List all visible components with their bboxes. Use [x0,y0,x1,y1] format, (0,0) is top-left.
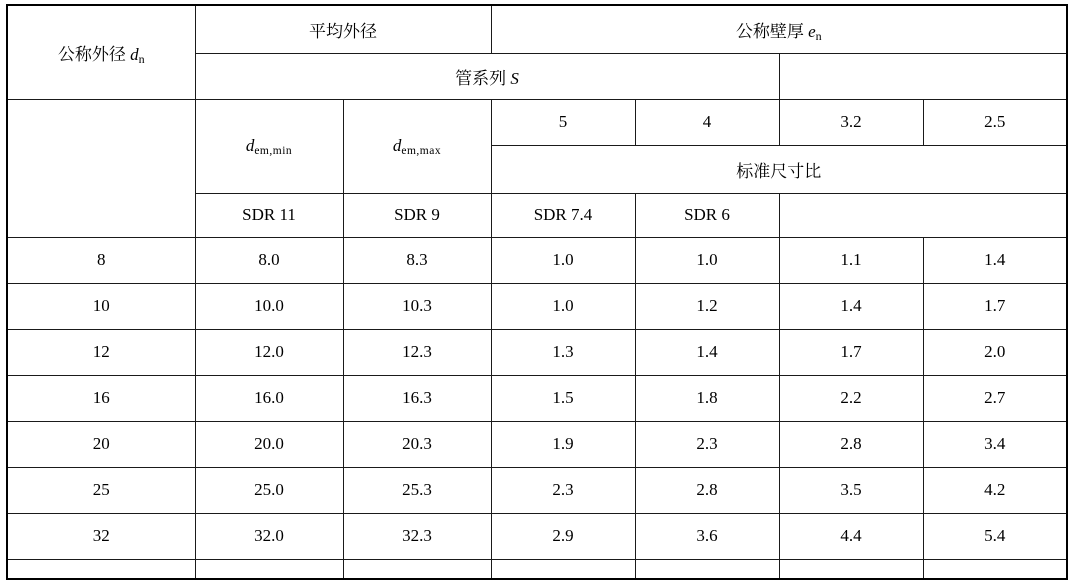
cell-dem-min [195,559,343,579]
dem-min-symbol: d [245,136,255,155]
table-row [7,375,1067,421]
cell-dem-max: 25.3 [343,467,491,513]
cell-wall-thickness: 2.7 [923,375,1067,421]
cell-dn: 32 [7,513,195,559]
cell-wall-thickness: 2.3 [635,421,779,467]
table-row [7,283,1067,329]
cell-wall-thickness [923,559,1067,579]
cell-wall-thickness: 1.2 [635,283,779,329]
cell-dem-min: 32.0 [195,513,343,559]
cell-dem-min: 12.0 [195,329,343,375]
dem-max-symbol: d [392,136,402,155]
pipe-series-label: 管系列 [455,68,507,88]
table-row [7,467,1067,513]
cell-dn: 10 [7,283,195,329]
cell-wall-thickness: 1.5 [491,375,635,421]
cell-dem-min: 10.0 [195,283,343,329]
cell-wall-thickness: 1.7 [923,283,1067,329]
cell-wall-thickness [635,559,779,579]
cell-wall-thickness: 1.3 [491,329,635,375]
header-row-1 [7,5,1067,53]
cell-wall-thickness: 2.3 [491,467,635,513]
cell-wall-thickness: 1.9 [491,421,635,467]
dem-max-subscript: em,max [401,145,442,157]
header-row-3 [7,99,1067,145]
header-sdr-value: SDR 11 [195,193,343,237]
header-series-value: 4 [635,99,779,145]
cell-dn: 8 [7,237,195,283]
header-dem-max [343,99,491,193]
cell-dem-max: 16.3 [343,375,491,421]
cell-wall-thickness: 1.8 [635,375,779,421]
table-row [7,237,1067,283]
nominal-wall-subscript: n [815,28,822,43]
cell-dem-min: 20.0 [195,421,343,467]
header-mean-outside-diameter: 平均外径 [195,5,491,53]
header-dem-min [195,99,343,193]
document-page [0,4,1075,581]
table-row [7,513,1067,559]
cell-dem-min: 25.0 [195,467,343,513]
cell-wall-thickness: 1.0 [491,283,635,329]
cell-wall-thickness: 2.2 [779,375,923,421]
header-sdr-value: SDR 7.4 [491,193,635,237]
cell-wall-thickness: 2.0 [923,329,1067,375]
header-nominal-od-spacer [7,99,195,237]
header-nominal-outside-diameter [7,5,195,99]
cell-dn: 16 [7,375,195,421]
pipe-series-symbol: S [510,68,519,88]
header-nominal-wall-thickness [491,5,1067,53]
header-pipe-series [195,53,779,99]
cell-wall-thickness: 1.4 [779,283,923,329]
nominal-od-label: 公称外径 [57,44,126,64]
cell-wall-thickness: 1.1 [779,237,923,283]
cell-wall-thickness: 4.2 [923,467,1067,513]
pipe-dimension-table [6,4,1068,580]
cell-wall-thickness: 3.5 [779,467,923,513]
header-sdr-value: SDR 6 [635,193,779,237]
cell-dem-min: 16.0 [195,375,343,421]
header-standard-dimension-ratio: 标准尺寸比 [491,145,1067,193]
cell-wall-thickness: 5.4 [923,513,1067,559]
cell-wall-thickness: 1.0 [635,237,779,283]
cell-wall-thickness: 1.4 [635,329,779,375]
table-row [7,329,1067,375]
dem-min-subscript: em,min [254,145,293,157]
cell-dem-min: 8.0 [195,237,343,283]
cell-dem-max: 10.3 [343,283,491,329]
cell-wall-thickness: 2.8 [635,467,779,513]
nominal-wall-label: 公称壁厚 [735,21,804,41]
cell-wall-thickness: 1.4 [923,237,1067,283]
cell-wall-thickness [779,559,923,579]
cell-dn [7,559,195,579]
cell-dn: 12 [7,329,195,375]
cell-wall-thickness: 2.9 [491,513,635,559]
header-series-value: 5 [491,99,635,145]
cell-wall-thickness: 3.4 [923,421,1067,467]
header-series-value: 2.5 [923,99,1067,145]
cell-wall-thickness [491,559,635,579]
nominal-wall-symbol: e [808,21,816,41]
cell-wall-thickness: 4.4 [779,513,923,559]
table-row-clipped [7,559,1067,579]
cell-dn: 25 [7,467,195,513]
cell-dem-max: 12.3 [343,329,491,375]
header-sdr-value: SDR 9 [343,193,491,237]
cell-wall-thickness: 2.8 [779,421,923,467]
nominal-od-symbol: d [130,44,139,64]
cell-wall-thickness: 3.6 [635,513,779,559]
cell-dem-max [343,559,491,579]
cell-dem-max: 20.3 [343,421,491,467]
header-series-value: 3.2 [779,99,923,145]
table-row [7,421,1067,467]
nominal-od-subscript: n [138,51,145,66]
cell-dem-max: 8.3 [343,237,491,283]
cell-dem-max: 32.3 [343,513,491,559]
cell-wall-thickness: 1.7 [779,329,923,375]
cell-wall-thickness: 1.0 [491,237,635,283]
cell-dn: 20 [7,421,195,467]
